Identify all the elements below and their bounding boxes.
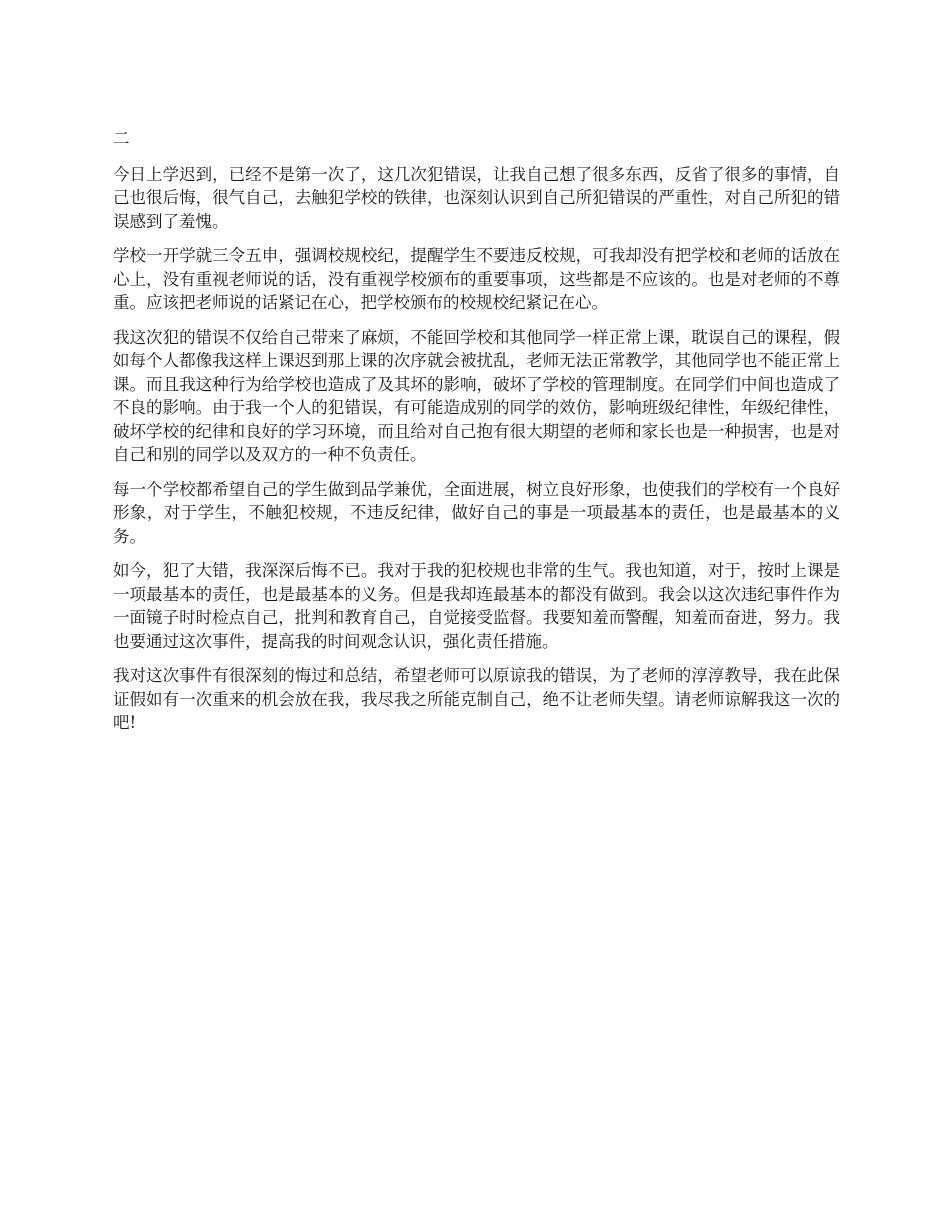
section-heading: 二 xyxy=(113,129,130,148)
paragraph-4: 每一个学校都希望自己的学生做到品学兼优，全面进展，树立良好形象，也使我们的学校有一个良好形象，对于学生，不触犯校规，不违反纪律，做好自己的事是一项最基本的责任，也是最基本的义务。 xyxy=(113,479,840,546)
paragraph-6: 我对这次事件有很深刻的悔过和总结，希望老师可以原谅我的错误，为了老师的淳淳教导，我在此保证假如有一次重来的机会放在我，我尽我之所能克制自己，绝不让老师失望。请老师谅解我这一次的吧! xyxy=(113,666,840,732)
paragraph-3: 我这次犯的错误不仅给自己带来了麻烦，不能回学校和其他同学一样正常上课，耽误自己的课程，假如每个人都像我这样上课迟到那上课的次序就会被扰乱，老师无法正常教学，其他同学也不能正常上课。而且我这种行为给学校也造成了及其坏的影响，破坏了学校的管理制度。在同学们中间也造成了不良的影响。由于我一个人的犯错误，有可能造成别的同学的效仿，影响班级纪律性，年级纪律性，破坏学校的纪律和良好的学习环境，而且给对自己抱有很大期望的老师和家长也是一种损害，也是对自己和别的同学以及双方的一种不负责任。 xyxy=(113,327,840,464)
paragraph-1: 今日上学迟到，已经不是第一次了，这几次犯错误，让我自己想了很多东西，反省了很多的事情，自己也很后悔，很气自己，去触犯学校的铁律，也深刻认识到自己所犯错误的严重性，对自己所犯的错误感到了羞愧。 xyxy=(113,164,840,231)
paragraph-5: 如今，犯了大错，我深深后悔不已。我对于我的犯校规也非常的生气。我也知道，对于，按时上课是一项最基本的责任，也是最基本的义务。但是我却连最基本的都没有做到。我会以这次违纪事件作为一面镜子时时检点自己，批判和教育自己，自觉接受监督。我要知羞而警醒，知羞而奋进，努力。我也要通过这次事件，提高我的时间观念认识，强化责任措施。 xyxy=(113,561,840,651)
document-page xyxy=(113,127,840,746)
paragraph-2: 学校一开学就三令五申，强调校规校纪，提醒学生不要违反校规，可我却没有把学校和老师的话放在心上，没有重视老师说的话，没有重视学校颁布的重要事项，这些都是不应该的。也是对老师的不尊重。应该把老师说的话紧记在心，把学校颁布的校规校纪紧记在心。 xyxy=(113,246,840,312)
